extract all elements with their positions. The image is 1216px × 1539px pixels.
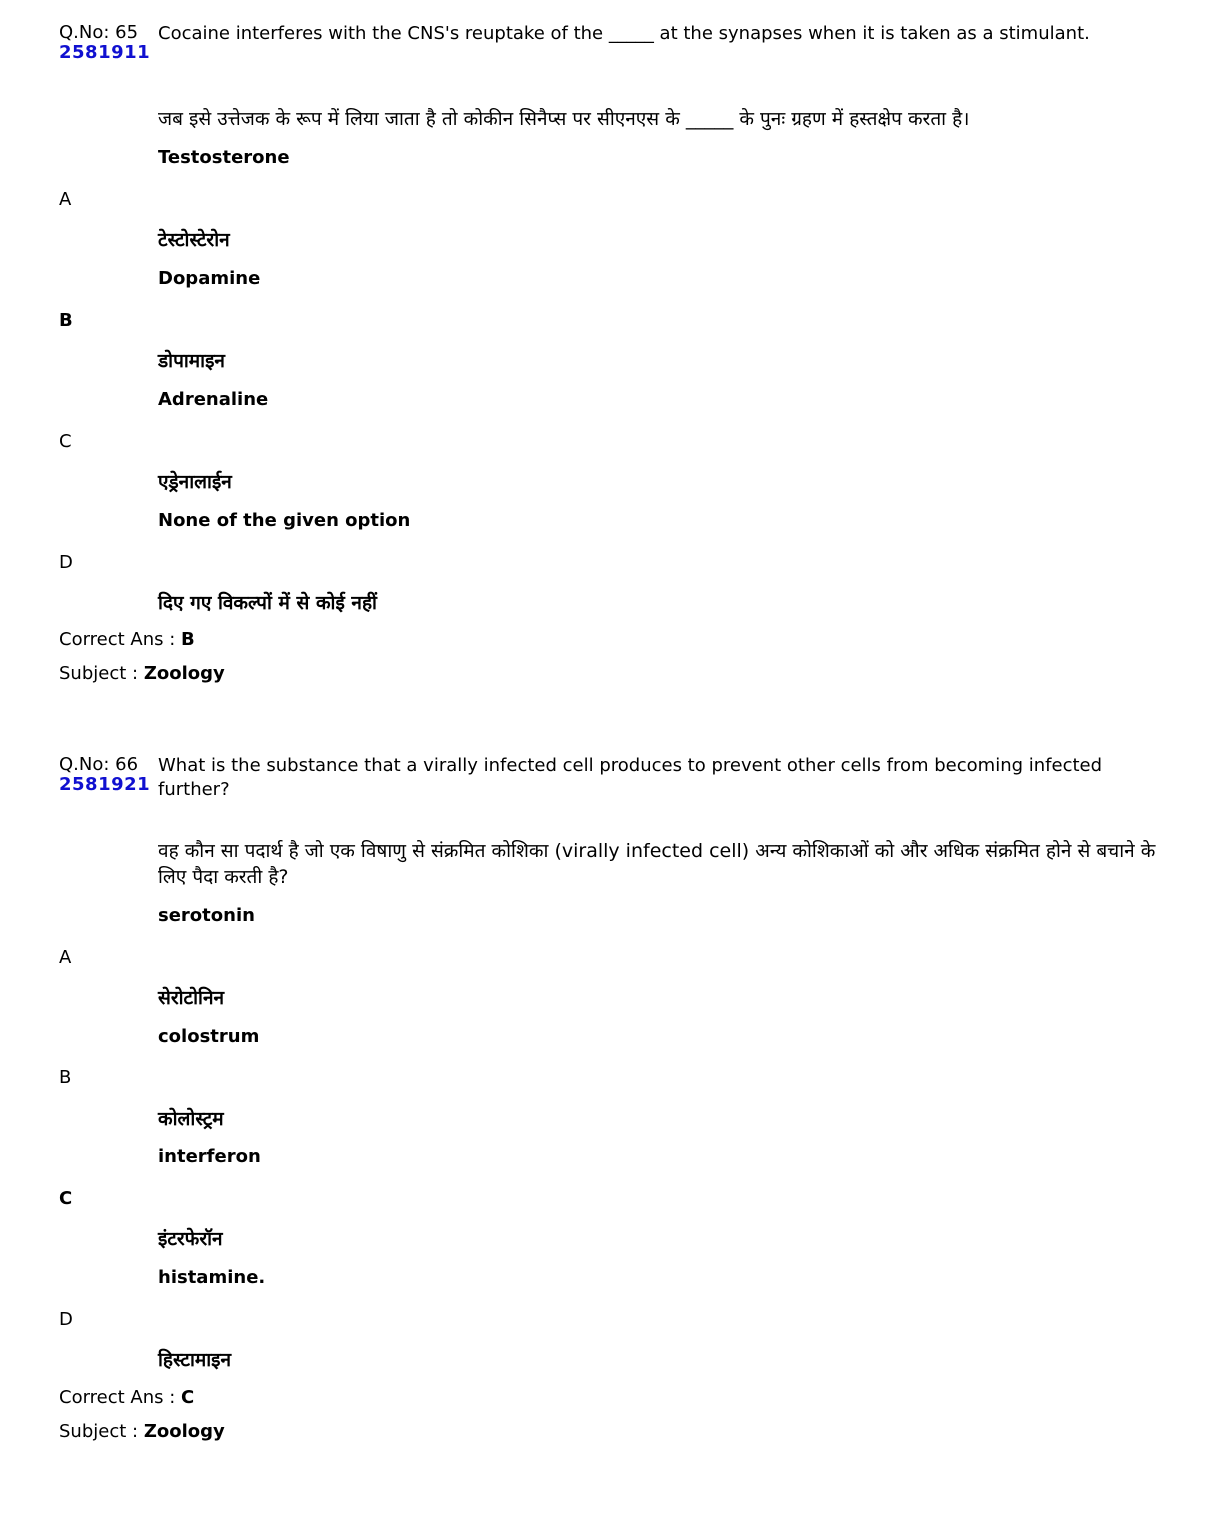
option-b-en: Dopamine <box>158 268 261 289</box>
option-a-en: Testosterone <box>158 147 290 168</box>
question-id: 2581921 <box>59 774 151 795</box>
question-text-hi: जब इसे उत्तेजक के रूप में लिया जाता है तो कोकीन सिनैप्स पर सीएनएस के _____ के पुनः ग्रहण में हस्तक्षेप करता है। <box>158 108 970 130</box>
question-header <box>59 22 1179 84</box>
option-a-letter: A <box>59 189 72 210</box>
subject-value: Zoology <box>143 1421 225 1442</box>
option-c-letter: C <box>59 431 72 452</box>
option-d-letter: D <box>59 1309 73 1330</box>
question-block <box>59 754 1179 1442</box>
correct-answer-label: Correct Ans : <box>59 629 176 650</box>
option-a-letter: A <box>59 947 72 968</box>
correct-answer <box>59 1387 194 1408</box>
correct-answer <box>59 629 195 650</box>
option-b-hi: कोलोस्ट्रम <box>158 1108 224 1130</box>
option-c-letter: C <box>59 1188 73 1209</box>
question-text-en: Cocaine interferes with the CNS's reuptake of the _____ at the synapses when it is taken as a stimulant. <box>158 23 1090 44</box>
question-number: Q.No: 65 <box>59 22 139 43</box>
option-c-hi: एड्रेनालाईन <box>158 471 232 493</box>
question-number: Q.No: 66 <box>59 754 139 775</box>
correct-answer-label: Correct Ans : <box>59 1387 176 1408</box>
option-d-en: histamine. <box>158 1267 266 1288</box>
subject <box>59 663 225 684</box>
option-a-en: serotonin <box>158 905 255 926</box>
option-d-hi: दिए गए विकल्पों में से कोई नहीं <box>158 592 377 614</box>
option-d-hi: हिस्टामाइन <box>158 1349 232 1371</box>
question-header <box>59 754 1179 816</box>
option-c-en: Adrenaline <box>158 389 269 410</box>
subject <box>59 1421 225 1442</box>
correct-answer-value: C <box>181 1387 195 1408</box>
option-d-letter: D <box>59 552 73 573</box>
option-b-en: colostrum <box>158 1026 260 1047</box>
question-text-hi: वह कौन सा पदार्थ है जो एक विषाणु से संक्रमित कोशिका (virally infected cell) अन्य कोशिकाओं को और अधिक संक्रमित होने से बचाने के लिए पैदा करती है? <box>158 840 1156 888</box>
option-a-hi: सेरोटोनिन <box>158 987 225 1009</box>
question-block <box>59 22 1179 684</box>
option-b-letter: B <box>59 310 73 331</box>
subject-label: Subject : <box>59 1421 139 1442</box>
question-id: 2581911 <box>59 42 151 63</box>
option-b-letter: B <box>59 1067 72 1088</box>
subject-label: Subject : <box>59 663 139 684</box>
option-b-hi: डोपामाइन <box>158 350 225 372</box>
option-c-en: interferon <box>158 1146 261 1167</box>
question-text-en: What is the substance that a virally infected cell produces to prevent other cells from becoming infected further? <box>158 755 1103 800</box>
option-a-hi: टेस्टोस्टेरोन <box>158 229 230 251</box>
option-c-hi: इंटरफेरॉन <box>158 1228 223 1250</box>
correct-answer-value: B <box>181 629 195 650</box>
subject-value: Zoology <box>143 663 225 684</box>
option-d-en: None of the given option <box>158 510 411 531</box>
